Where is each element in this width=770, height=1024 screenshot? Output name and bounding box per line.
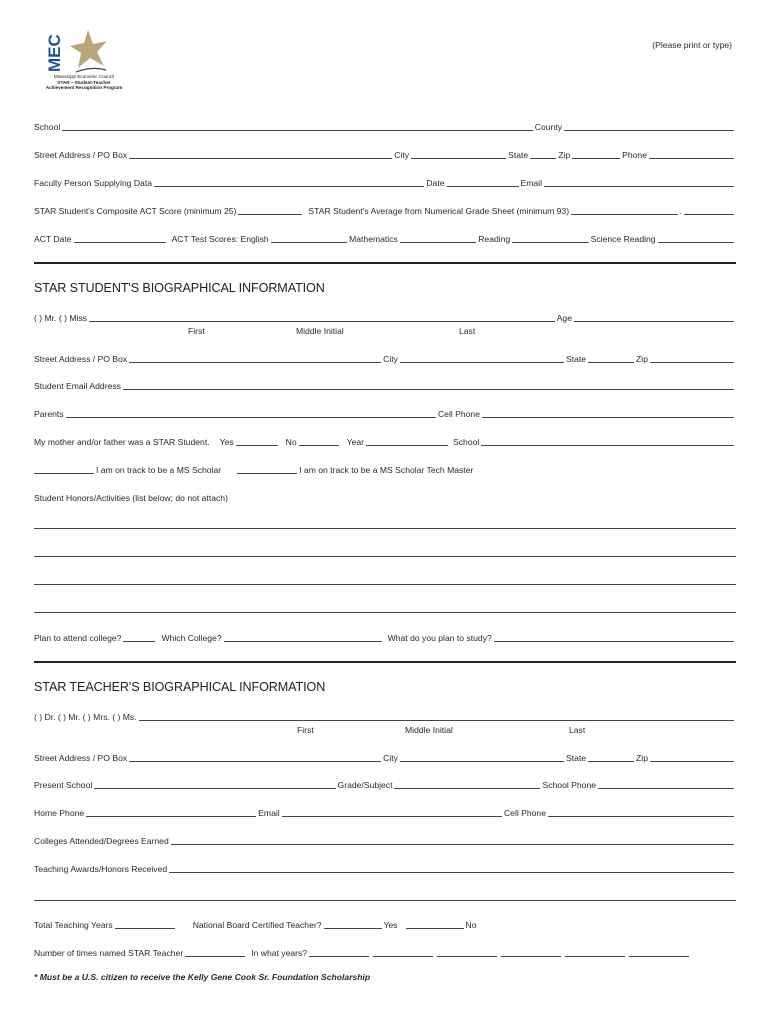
field-parent-year[interactable] xyxy=(366,445,448,446)
field-grade-subject[interactable] xyxy=(394,788,540,789)
field-which-college[interactable] xyxy=(224,641,382,642)
label-home-phone: Home Phone xyxy=(34,808,85,818)
field-year[interactable] xyxy=(565,956,625,957)
field-year[interactable] xyxy=(501,956,561,957)
label-age: Age xyxy=(556,313,572,323)
label-student-state: State xyxy=(565,354,587,364)
label-street: Street Address / PO Box xyxy=(34,150,128,160)
awards-line[interactable] xyxy=(34,900,736,901)
field-teacher-zip[interactable] xyxy=(650,761,734,762)
label-average-dot: . xyxy=(679,206,682,216)
label-date: Date xyxy=(426,178,445,188)
row-act-tests xyxy=(34,234,736,245)
field-cell-phone[interactable] xyxy=(482,417,734,418)
field-student-street[interactable] xyxy=(129,362,381,363)
logo-org: Mississippi Economic Council xyxy=(53,74,115,79)
label-act-date: ACT Date xyxy=(34,234,72,244)
label-which-years: In what years? xyxy=(251,948,308,958)
field-year[interactable] xyxy=(373,956,433,957)
field-grade-average-whole[interactable] xyxy=(571,214,678,215)
section-divider xyxy=(34,661,736,663)
row-parent-star xyxy=(34,437,736,448)
field-teacher-cell[interactable] xyxy=(548,816,734,817)
label-science: Science Reading xyxy=(590,234,656,244)
label-student-first: First xyxy=(188,326,205,336)
row-times-named xyxy=(34,948,736,959)
field-teacher-city[interactable] xyxy=(400,761,564,762)
logo-caption xyxy=(34,74,134,91)
field-email[interactable] xyxy=(544,186,734,187)
field-act-english[interactable] xyxy=(271,242,347,243)
label-teacher-street: Street Address / PO Box xyxy=(34,753,128,763)
field-year[interactable] xyxy=(437,956,497,957)
field-parent-school[interactable] xyxy=(481,445,734,446)
row-student-name xyxy=(34,313,736,324)
label-times-named: Number of times named STAR Teacher xyxy=(34,948,184,958)
field-times-named[interactable] xyxy=(185,956,245,957)
label-school-phone: School Phone xyxy=(542,780,596,790)
label-zip: Zip xyxy=(558,150,571,160)
label-awards: Teaching Awards/Honors Received xyxy=(34,864,168,874)
field-grade-average-decimal[interactable] xyxy=(684,214,734,215)
label-teacher-salutation: ( ) Dr. ( ) Mr. ( ) Mrs. ( ) Ms. xyxy=(34,712,137,722)
row-faculty xyxy=(34,178,736,189)
label-plan-study: What do you plan to study? xyxy=(387,633,492,643)
honors-line[interactable] xyxy=(34,584,736,585)
label-school: School xyxy=(34,122,61,132)
field-nbct-yes[interactable] xyxy=(324,928,382,929)
row-teacher-address xyxy=(34,753,736,764)
label-state: State xyxy=(508,150,529,160)
field-year[interactable] xyxy=(629,956,689,957)
label-parents: Parents xyxy=(34,409,64,419)
row-colleges xyxy=(34,836,736,847)
field-city[interactable] xyxy=(411,158,506,159)
row-honors xyxy=(34,493,736,504)
label-nbct-no: No xyxy=(465,920,477,930)
label-grade-subject: Grade/Subject xyxy=(337,780,393,790)
row-teaching-years xyxy=(34,920,736,931)
label-teacher-email: Email xyxy=(258,808,280,818)
field-nbct-no[interactable] xyxy=(406,928,464,929)
section-divider xyxy=(34,262,736,264)
label-student-zip: Zip xyxy=(636,354,648,364)
row-student-address xyxy=(34,354,736,365)
field-plan-study[interactable] xyxy=(494,641,734,642)
label-teacher-last: Last xyxy=(569,725,586,735)
field-awards[interactable] xyxy=(169,872,734,873)
field-parents[interactable] xyxy=(66,417,436,418)
label-which-college: Which College? xyxy=(161,633,222,643)
field-phone[interactable] xyxy=(649,158,734,159)
label-student-street: Street Address / PO Box xyxy=(34,354,128,364)
field-ms-scholar[interactable] xyxy=(34,473,94,474)
row-teacher-name xyxy=(34,712,736,723)
field-ms-tech[interactable] xyxy=(237,473,297,474)
field-school-phone[interactable] xyxy=(598,788,734,789)
label-teacher-first: First xyxy=(297,725,314,735)
label-act-score: STAR Student's Composite ACT Score (minimum 25) xyxy=(34,206,237,216)
label-ms-tech: I am on track to be a MS Scholar Tech Master xyxy=(299,465,474,475)
label-faculty: Faculty Person Supplying Data xyxy=(34,178,152,188)
label-act-english: ACT Test Scores: English xyxy=(171,234,269,244)
field-science[interactable] xyxy=(658,242,734,243)
honors-line[interactable] xyxy=(34,556,736,557)
label-nbct: National Board Certified Teacher? xyxy=(192,920,322,930)
mec-star-logo-icon xyxy=(34,26,134,74)
honors-line[interactable] xyxy=(34,612,736,613)
label-cell-phone: Cell Phone xyxy=(437,409,480,419)
field-year[interactable] xyxy=(309,956,369,957)
label-county: County xyxy=(534,122,562,132)
label-student-email: Student Email Address xyxy=(34,381,121,391)
field-reading[interactable] xyxy=(512,242,588,243)
row-school-address xyxy=(34,150,736,161)
student-heading: STAR STUDENT'S BIOGRAPHICAL INFORMATION xyxy=(34,281,325,295)
field-math[interactable] xyxy=(400,242,476,243)
label-phone: Phone xyxy=(622,150,647,160)
field-student-city[interactable] xyxy=(400,362,564,363)
label-teacher-zip: Zip xyxy=(636,753,648,763)
logo-program-line2: Achievement Recognition Program xyxy=(45,85,123,91)
label-nbct-yes: Yes xyxy=(383,920,398,930)
field-parent-yes[interactable] xyxy=(236,445,278,446)
row-student-email xyxy=(34,381,736,392)
label-teacher-state: State xyxy=(565,753,587,763)
mec-logo xyxy=(34,26,134,74)
citizenship-footnote: * Must be a U.S. citizen to receive the Kelly Gene Cook Sr. Foundation Scholarship xyxy=(34,972,371,982)
label-parent-year: Year xyxy=(346,437,365,447)
logo-mark: MEC xyxy=(45,34,64,72)
row-parents xyxy=(34,409,736,420)
label-total-years: Total Teaching Years xyxy=(34,920,113,930)
field-act-date[interactable] xyxy=(74,242,166,243)
label-ms-scholar: I am on track to be a MS Scholar xyxy=(96,465,222,475)
field-student-zip[interactable] xyxy=(650,362,734,363)
field-teacher-name[interactable] xyxy=(139,720,734,721)
label-parent-star: My mother and/or father was a STAR Student. xyxy=(34,437,210,447)
field-home-phone[interactable] xyxy=(86,816,256,817)
field-school[interactable] xyxy=(62,130,532,131)
field-plan-college[interactable] xyxy=(123,641,155,642)
field-street[interactable] xyxy=(129,158,392,159)
field-present-school[interactable] xyxy=(94,788,335,789)
field-teacher-email[interactable] xyxy=(282,816,502,817)
field-teacher-state[interactable] xyxy=(588,761,634,762)
field-age[interactable] xyxy=(574,321,734,322)
label-parent-school: School xyxy=(453,437,480,447)
label-math: Mathematics xyxy=(349,234,398,244)
field-act-score[interactable] xyxy=(238,214,302,215)
label-teacher-middle: Middle Initial xyxy=(405,725,453,735)
label-reading: Reading xyxy=(478,234,511,244)
teacher-heading: STAR TEACHER'S BIOGRAPHICAL INFORMATION xyxy=(34,680,326,694)
field-date[interactable] xyxy=(447,186,519,187)
row-act-average xyxy=(34,206,736,217)
row-college-plans xyxy=(34,633,736,644)
label-student-middle: Middle Initial xyxy=(296,326,344,336)
row-school xyxy=(34,122,736,133)
field-total-years[interactable] xyxy=(115,928,175,929)
field-faculty[interactable] xyxy=(154,186,424,187)
field-student-email[interactable] xyxy=(123,389,734,390)
field-parent-no[interactable] xyxy=(299,445,339,446)
label-colleges: Colleges Attended/Degrees Earned xyxy=(34,836,169,846)
honors-line[interactable] xyxy=(34,528,736,529)
label-student-salutation: ( ) Mr. ( ) Miss xyxy=(34,313,87,323)
field-student-state[interactable] xyxy=(588,362,634,363)
label-plan-college: Plan to attend college? xyxy=(34,633,122,643)
row-present-school xyxy=(34,780,736,791)
row-ms-scholar xyxy=(34,465,736,476)
label-present-school: Present School xyxy=(34,780,93,790)
print-note: (Please print or type) xyxy=(652,40,732,50)
label-parent-no: No xyxy=(285,437,297,447)
label-city: City xyxy=(394,150,410,160)
label-teacher-city: City xyxy=(383,753,398,763)
row-home-phone xyxy=(34,808,736,819)
field-colleges[interactable] xyxy=(171,844,734,845)
field-zip[interactable] xyxy=(572,158,620,159)
logo-program-line1: STAR – Student-Teacher xyxy=(57,79,111,85)
label-honors: Student Honors/Activities (list below; do not attach) xyxy=(34,493,228,503)
field-county[interactable] xyxy=(564,130,734,131)
field-teacher-street[interactable] xyxy=(129,761,381,762)
label-teacher-cell: Cell Phone xyxy=(503,808,546,818)
label-email: Email xyxy=(520,178,542,188)
field-student-name[interactable] xyxy=(89,321,555,322)
label-student-city: City xyxy=(383,354,398,364)
label-student-last: Last xyxy=(459,326,476,336)
label-parent-yes: Yes xyxy=(219,437,234,447)
field-state[interactable] xyxy=(530,158,556,159)
row-awards xyxy=(34,864,736,875)
label-grade-average: STAR Student's Average from Numerical Grade Sheet (minimum 93) xyxy=(308,206,570,216)
